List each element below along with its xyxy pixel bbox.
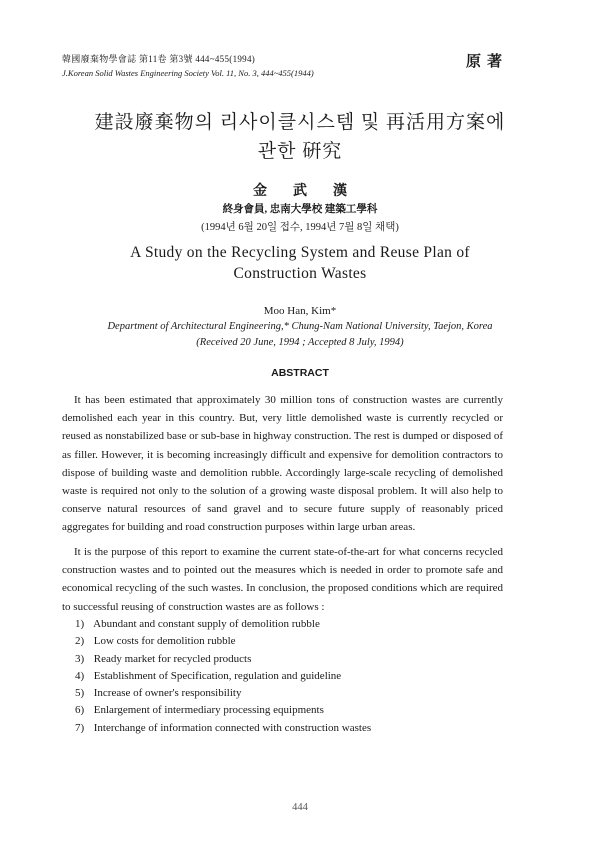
affiliation-korean: 終身會員, 忠南大學校 建築工學科 [222, 204, 378, 215]
abstract-paragraph-1-text: It has been estimated that approximately 30 million tons of construction wastes are currently demolished each year in this country. But, very little demolished waste is currently recycled or reused as nonstabilized base or sub-base in highway construction. The rest is dumped or disposed of as filler. However, it is becoming increasingly difficult and expensive for demolition contractors to dispose of building waste and demolition rubble. Accordingly large-scale recycling of demolished waste is required not only to the solution of a growing waste disposal problem. It will also help to conserve natural resources of sand gravel and to secure future supply of reasonably priced aggregates for building and road construction purposes within large urban areas. [62, 394, 503, 534]
list-item [75, 616, 505, 633]
list-item-text: Abundant and constant supply of demolition rubble [93, 618, 320, 630]
list-item-number: 2) [75, 635, 85, 648]
conditions-list [75, 616, 505, 737]
dates-korean: (1994년 6월 20일 접수, 1994년 7월 8일 채택) [201, 222, 399, 233]
abstract-paragraph-2 [62, 543, 503, 616]
dates-english: (Received 20 June, 1994 ; Accepted 8 July, 1994) [196, 337, 404, 348]
list-item-text: Ready market for recycled products [93, 652, 252, 665]
list-item-text: Interchange of information connected with construction wastes [93, 721, 372, 734]
title-korean-line1: 建設廢棄物의 리사이클시스템 및 再活用方案에 [94, 112, 506, 133]
list-item-number: 6) [75, 704, 85, 717]
journal-citation-korean: 韓國廢棄物學會誌 第11卷 第3號 444~455(1994) [62, 54, 256, 64]
page-number: 444 [292, 802, 308, 813]
list-item [75, 633, 505, 650]
abstract-paragraph-1 [62, 391, 503, 537]
list-item-number: 5) [75, 687, 85, 700]
section-tag: 原著 [466, 54, 509, 70]
list-item-number: 1) [75, 618, 85, 630]
list-item-text: Enlargement of intermediary processing equipments [93, 704, 324, 717]
abstract-heading: ABSTRACT [271, 367, 329, 379]
list-item [75, 685, 505, 702]
list-item-text: Increase of owner's responsibility [93, 687, 242, 700]
journal-citation-english: J.Korean Solid Wastes Engineering Society Vol. 11, No. 3, 444~455(1944) [62, 68, 314, 78]
list-item-text: Establishment of Specification, regulation and guideline [93, 669, 342, 682]
list-item-number: 3) [75, 652, 85, 665]
list-item-number: 4) [75, 669, 85, 682]
title-english-line1: A Study on the Recycling System and Reuse Plan of [130, 244, 470, 261]
list-item [75, 668, 505, 685]
author-korean: 金武漢 [253, 184, 373, 199]
title-korean-line2: 관한 硏究 [257, 141, 343, 162]
list-item [75, 702, 505, 719]
affiliation-english: Department of Architectural Engineering,* Chung-Nam National University, Taejon, Korea [107, 321, 493, 332]
list-item [75, 720, 505, 737]
list-item-text: Low costs for demolition rubble [93, 635, 236, 648]
title-english-line2: Construction Wastes [233, 265, 367, 282]
abstract-paragraph-2-text: It is the purpose of this report to examine the current state-of-the-art for what concerns recycled construction wastes and to pointed out the measures which is needed in order to promote safe and economical recycling of the such wastes. In conclusion, the proposed conditions which are required to successful reusing of construction wastes are as follows : [62, 546, 503, 613]
author-english: Moo Han, Kim* [263, 305, 337, 317]
list-item [75, 651, 505, 668]
list-item-number: 7) [75, 721, 85, 734]
